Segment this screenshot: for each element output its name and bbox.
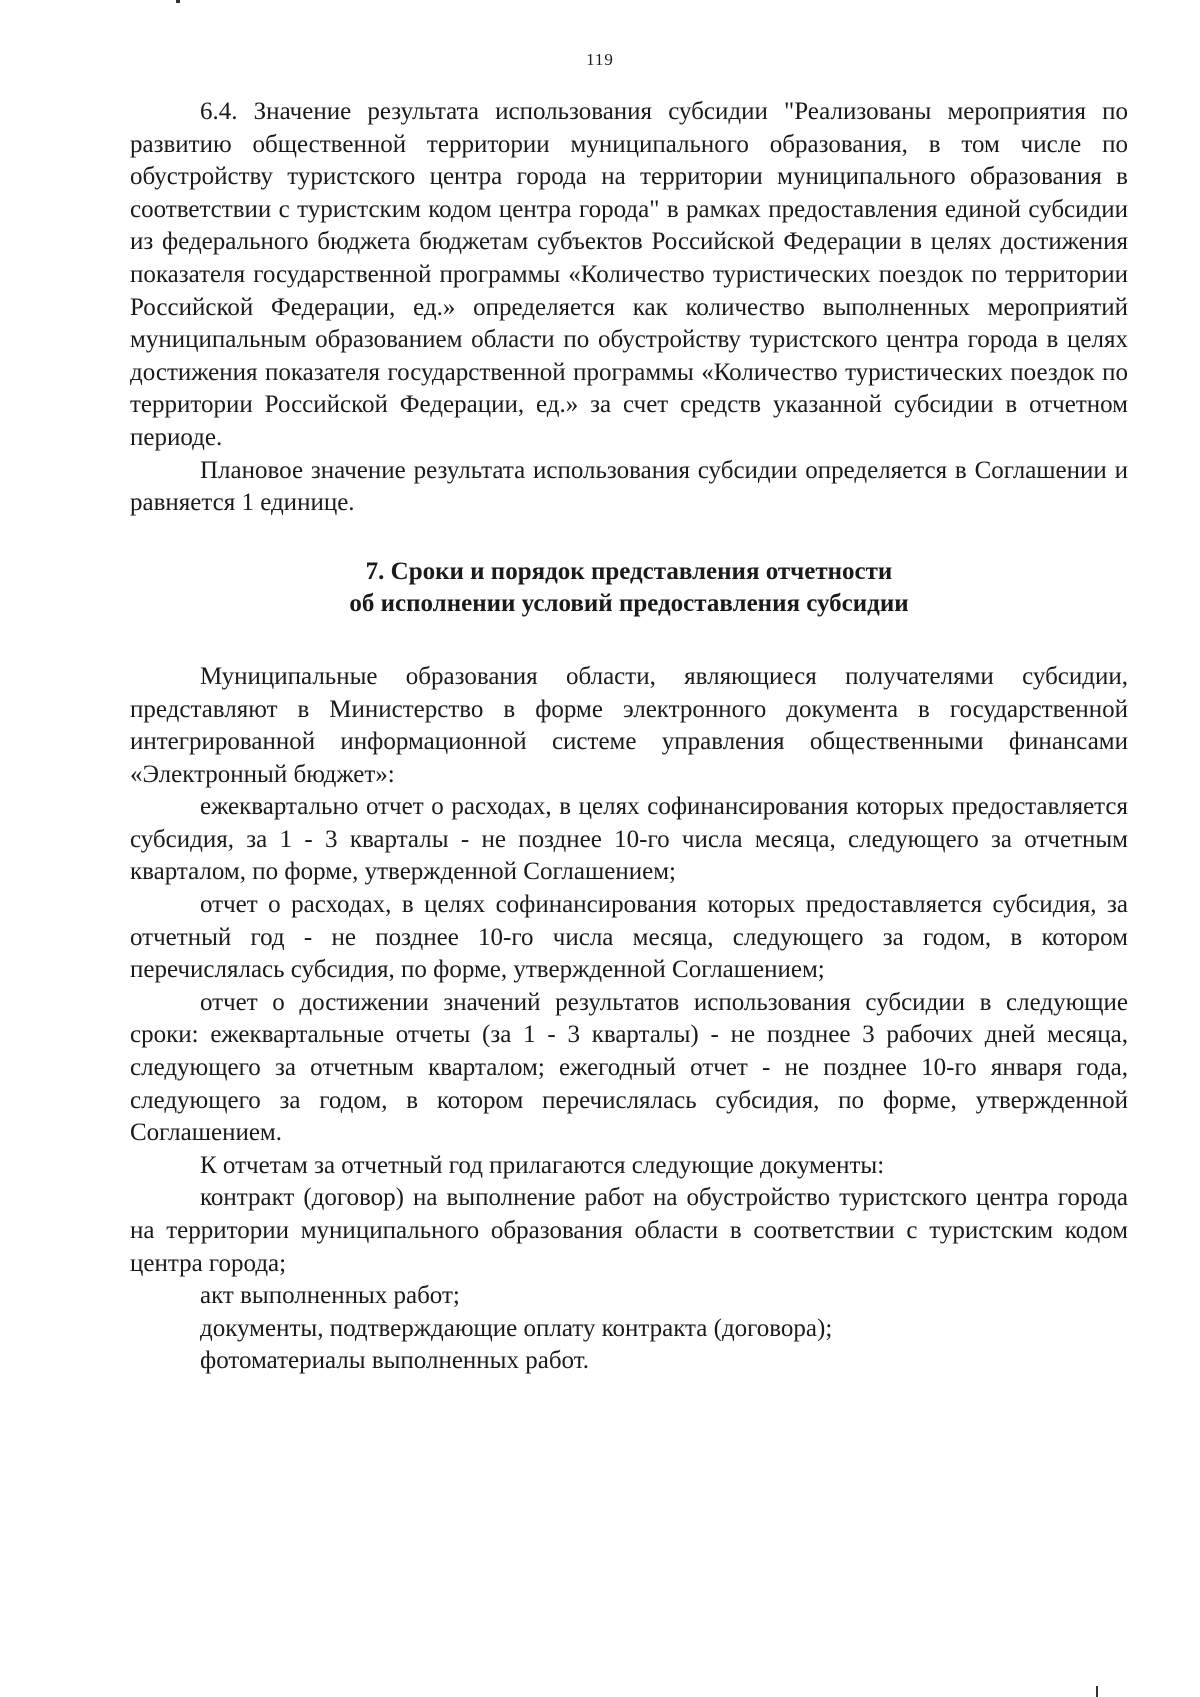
scan-mark-top xyxy=(176,0,180,3)
section-title-line-2: об исполнении условий предоставления субсидии xyxy=(349,590,909,618)
section-title xyxy=(130,556,1128,621)
paragraph-annual-report: отчет о расходах, в целях софинансирования которых предоставляется субсидия, за отчетный год - не позднее 10-го числа месяца, следующего за годом, в котором перечислялась субсидия, по форме, утвержденной Соглашением; xyxy=(130,891,1128,984)
paragraph-attachments-intro: К отчетам за отчетный год прилагаются следующие документы: xyxy=(200,1151,885,1179)
paragraph-6-4: 6.4. Значение результата использования субсидии "Реализованы мероприятия по развитию общественной территории муниципального образования, в том числе по обустройству туристского центра города на территории муниципального образования в соответствии с туристским кодом центра города" в рамках предоставления единой субсидии из федерального бюджета бюджетам субъектов Российской Федерации в целях достижения показателя государственной программы «Количество туристических поездок по территории Российской Федерации, ед.» определяется как количество выполненных мероприятий муниципальным образованием области по обустройству туристского центра города в целях достижения показателя государственной программы «Количество туристических поездок по территории Российской Федерации, ед.» за счет средств указанной субсидии в отчетном периоде. xyxy=(130,98,1128,451)
paragraph-contract: контракт (договор) на выполнение работ на обустройство туристского центра города на территории муниципального образования области в соответствии с туристским кодом центра города; xyxy=(130,1184,1128,1277)
document-body xyxy=(130,96,1128,1378)
page-number: 119 xyxy=(586,50,614,69)
paragraph-recipients: Муниципальные образования области, являющиеся получателями субсидии, представляют в Министерство в форме электронного документа в государственной интегрированной информационной системе управления общественными финансами «Электронный бюджет»: xyxy=(130,662,1128,788)
paragraph-results-report: отчет о достижении значений результатов использования субсидии в следующие сроки: ежеквартальные отчеты (за 1 - 3 кварталы) - не позднее 3 рабочих дней месяца, следующего за отчетным кварталом; ежегодный отчет - не позднее 10-го января года, следующего за годом, в котором перечислялась субсидия, по форме, утвержденной Соглашением. xyxy=(130,988,1128,1147)
paragraph-payment-documents: документы, подтверждающие оплату контракта (договора); xyxy=(200,1314,833,1342)
paragraph-photo-materials: фотоматериалы выполненных работ. xyxy=(200,1347,590,1375)
section-title-line-1: 7. Сроки и порядок представления отчетности xyxy=(365,557,893,585)
paragraph-acceptance-act: акт выполненных работ; xyxy=(200,1282,460,1310)
scan-mark-bottom xyxy=(1096,1686,1098,1697)
paragraph-planned-value: Плановое значение результата использования субсидии определяется в Соглашении и равняется 1 единице. xyxy=(130,456,1128,517)
paragraph-quarterly-report: ежеквартально отчет о расходах, в целях софинансирования которых предоставляется субсидия, за 1 - 3 кварталы - не позднее 10-го числа месяца, следующего за отчетным кварталом, по форме, утвержденной Соглашением; xyxy=(130,793,1128,886)
